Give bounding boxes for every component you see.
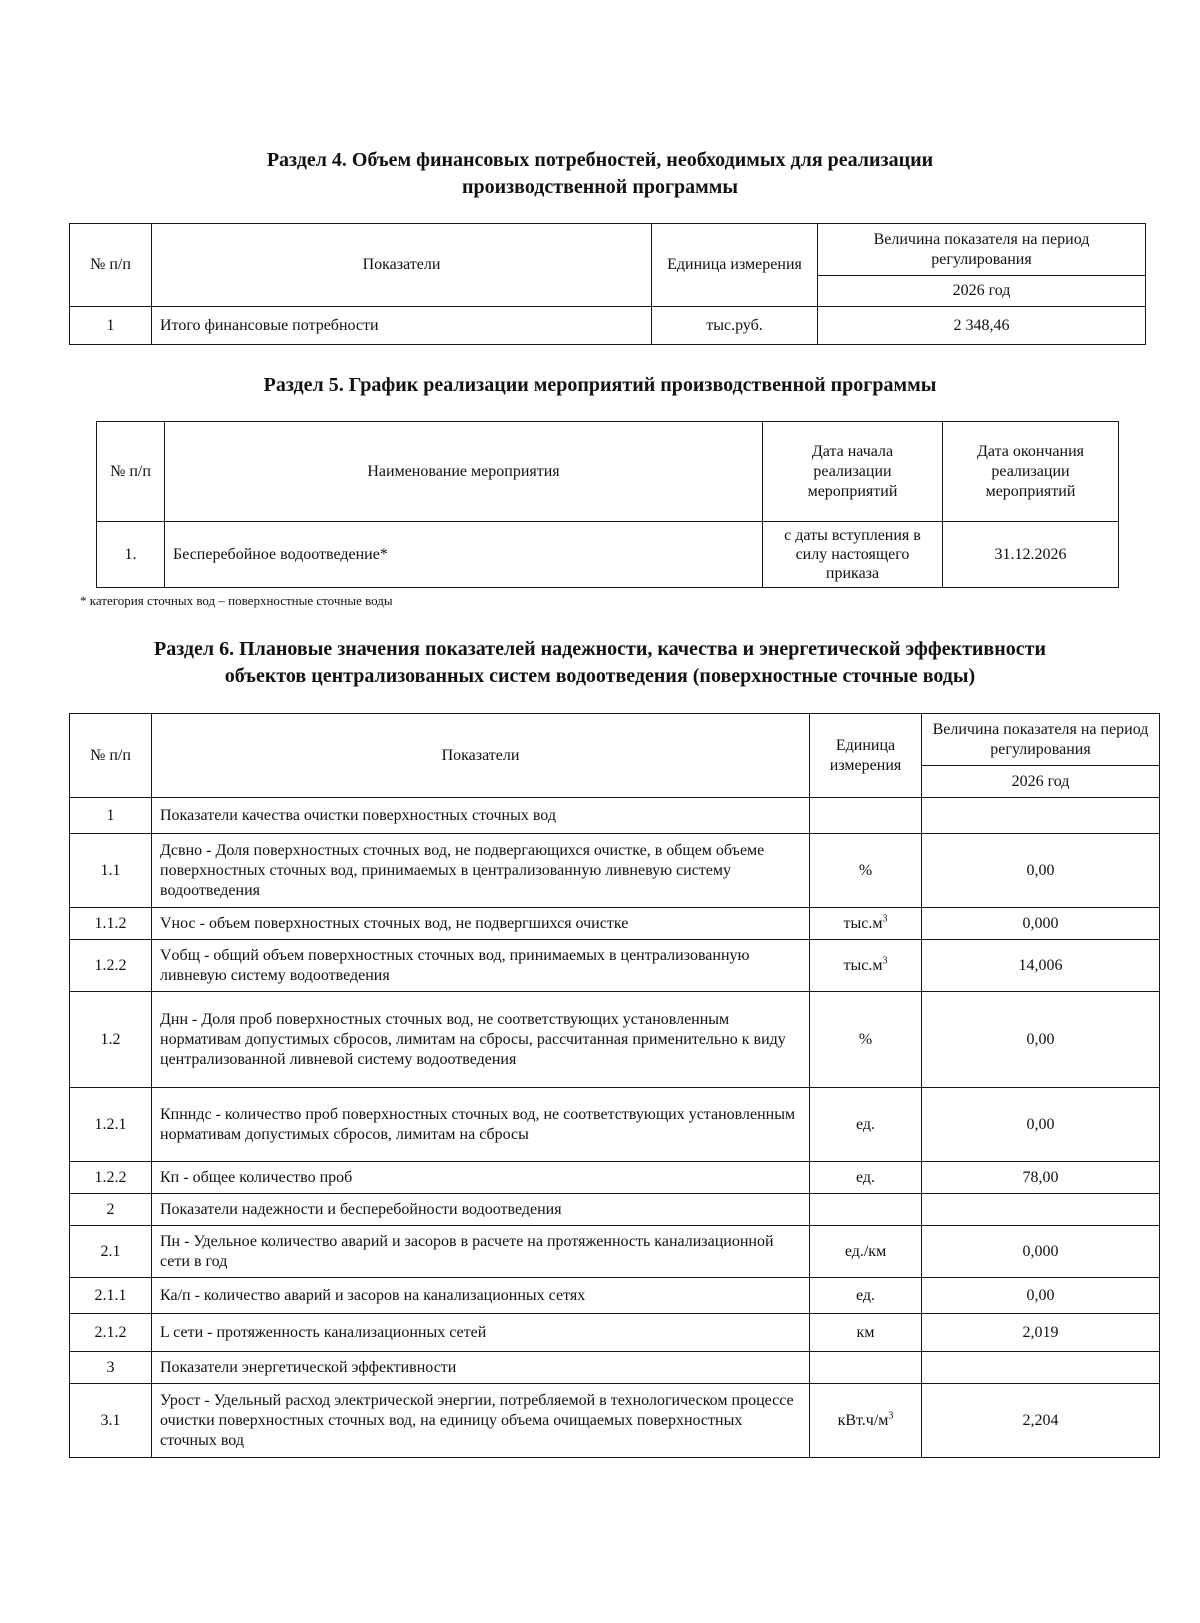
unit-superscript: 3 — [882, 955, 888, 967]
s6-header-indicator: Показатели — [152, 714, 810, 798]
s4-header-num: № п/п — [70, 224, 152, 307]
cell-value — [922, 1194, 1160, 1226]
cell-value: 0,000 — [922, 1226, 1160, 1278]
s5-header-end: Дата окончания реализации мероприятий — [943, 422, 1119, 522]
unit-text: тыс.м — [843, 914, 883, 932]
cell-unit — [810, 1278, 922, 1314]
unit-superscript: 3 — [882, 913, 888, 925]
unit-text: км — [856, 1323, 875, 1341]
unit-text: ед. — [855, 1115, 876, 1133]
cell-indicator: Кп - общее количество проб — [152, 1162, 810, 1194]
cell-num: 2.1.2 — [70, 1314, 152, 1352]
cell-value: 14,006 — [922, 940, 1160, 992]
table-row — [70, 307, 1146, 345]
s5-header-start: Дата начала реализации мероприятий — [763, 422, 943, 522]
cell-indicator: Кпнндс - количество проб поверхностных сточных вод, не соответствующих установленным нормативам допустимых сбросов, лимитам на сбросы — [152, 1088, 810, 1162]
s5-header-num: № п/п — [97, 422, 165, 522]
cell-num: 1.2.2 — [70, 1162, 152, 1194]
s5-header-name: Наименование мероприятия — [165, 422, 763, 522]
table-row — [70, 1352, 1160, 1384]
s6-header-unit: Единица измерения — [810, 714, 922, 798]
table-row — [70, 1162, 1160, 1194]
unit-text: % — [858, 1030, 873, 1048]
section-5-title: Раздел 5. График реализации мероприятий производственной программы — [263, 374, 937, 396]
cell-num: 3 — [70, 1352, 152, 1384]
table-row — [70, 1194, 1160, 1226]
section-6-title-line2: объектов централизованных систем водоотведения (поверхностные сточные воды) — [224, 665, 976, 687]
cell-indicator: Vнос - объем поверхностных сточных вод, не подвергшихся очистке — [152, 908, 810, 940]
cell-value: 0,00 — [922, 834, 1160, 908]
section-6-title — [40, 636, 1160, 690]
unit-text: кВт.ч/м — [837, 1411, 889, 1429]
cell-indicator: Ка/п - количество аварий и засоров на канализационных сетях — [152, 1278, 810, 1314]
unit-text: ед. — [855, 1168, 876, 1186]
cell-unit — [810, 1314, 922, 1352]
cell-value: 0,00 — [922, 992, 1160, 1088]
cell-unit — [810, 1194, 922, 1226]
s6-header-year: 2026 год — [922, 766, 1160, 798]
cell-value: 2,019 — [922, 1314, 1160, 1352]
cell-unit — [810, 1088, 922, 1162]
s6-header-value: Величина показателя на период регулирования — [922, 714, 1160, 766]
cell-unit — [810, 940, 922, 992]
section-4-title-line2: производственной программы — [461, 176, 739, 198]
s4-header-value: Величина показателя на период регулирования — [818, 224, 1146, 276]
cell-unit — [810, 834, 922, 908]
cell-indicator: Показатели энергетической эффективности — [152, 1352, 810, 1384]
cell-num: 1. — [97, 522, 165, 588]
cell-unit — [810, 1162, 922, 1194]
unit-text: % — [858, 861, 873, 879]
s6-table-body — [70, 798, 1160, 1458]
cell-indicator: Урост - Удельный расход электрической энергии, потребляемой в технологическом процессе очистки поверхностных сточных вод, на единицу объема очищаемых поверхностных сточных вод — [152, 1384, 810, 1458]
cell-num: 1.2.1 — [70, 1088, 152, 1162]
s4-header-indicator: Показатели — [152, 224, 652, 307]
cell-end: 31.12.2026 — [943, 522, 1119, 588]
cell-unit — [810, 908, 922, 940]
cell-indicator: Пн - Удельное количество аварий и засоров в расчете на протяженность канализационной сети в год — [152, 1226, 810, 1278]
cell-unit — [810, 1352, 922, 1384]
table-row — [70, 1278, 1160, 1314]
cell-num: 1.1 — [70, 834, 152, 908]
cell-name: Бесперебойное водоотведение* — [165, 522, 763, 588]
cell-indicator: Vобщ - общий объем поверхностных сточных вод, принимаемых в централизованную ливневую систему водоотведения — [152, 940, 810, 992]
table-row — [70, 1088, 1160, 1162]
table-row — [97, 522, 1119, 588]
table-row — [70, 1226, 1160, 1278]
cell-value — [922, 1352, 1160, 1384]
section-4-title-line1: Раздел 4. Объем финансовых потребностей, необходимых для реализации — [266, 149, 934, 171]
cell-num: 2.1 — [70, 1226, 152, 1278]
cell-value: 0,00 — [922, 1278, 1160, 1314]
cell-unit — [810, 992, 922, 1088]
cell-value: 78,00 — [922, 1162, 1160, 1194]
cell-value: 0,00 — [922, 1088, 1160, 1162]
section-5-table — [96, 421, 1119, 588]
s4-header-year: 2026 год — [818, 276, 1146, 307]
cell-indicator: Показатели качества очистки поверхностных сточных вод — [152, 798, 810, 834]
cell-unit — [810, 1226, 922, 1278]
table-row — [70, 834, 1160, 908]
unit-text: тыс.м — [843, 956, 883, 974]
cell-num: 3.1 — [70, 1384, 152, 1458]
table-row — [70, 798, 1160, 834]
cell-num: 1.1.2 — [70, 908, 152, 940]
cell-value: 2 348,46 — [818, 307, 1146, 345]
footnote: * категория сточных вод – поверхностные сточные воды — [80, 593, 393, 608]
cell-num: 2 — [70, 1194, 152, 1226]
s4-header-unit: Единица измерения — [652, 224, 818, 307]
cell-unit — [810, 798, 922, 834]
section-6-title-line1: Раздел 6. Плановые значения показателей надежности, качества и энергетической эффективности — [154, 638, 1046, 660]
cell-value: 2,204 — [922, 1384, 1160, 1458]
cell-num: 1 — [70, 798, 152, 834]
section-4-title — [40, 147, 1160, 201]
cell-indicator: Итого финансовые потребности — [152, 307, 652, 345]
cell-num: 2.1.1 — [70, 1278, 152, 1314]
cell-indicator: Днн - Доля проб поверхностных сточных вод, не соответствующих установленным нормативам допустимых сбросов, лимитам на сбросы, рассчитанная применительно к виду централизованной ливневой систему водоотведения — [152, 992, 810, 1088]
cell-num: 1.2 — [70, 992, 152, 1088]
cell-unit — [810, 1384, 922, 1458]
section-6-table — [69, 713, 1160, 1458]
unit-text: ед. — [855, 1286, 876, 1304]
table-row — [70, 940, 1160, 992]
cell-start: с даты вступления в силу настоящего приказа — [763, 522, 943, 588]
cell-num: 1 — [70, 307, 152, 345]
table-row — [70, 992, 1160, 1088]
section-4-table — [69, 223, 1146, 345]
cell-indicator: L сети - протяженность канализационных сетей — [152, 1314, 810, 1352]
cell-indicator: Дсвно - Доля поверхностных сточных вод, не подвергающихся очистке, в общем объеме поверхностных сточных вод, принимаемых в централизованную ливневую систему водоотведения — [152, 834, 810, 908]
unit-superscript: 3 — [888, 1410, 894, 1422]
table-row — [70, 1384, 1160, 1458]
cell-indicator: Показатели надежности и бесперебойности водоотведения — [152, 1194, 810, 1226]
table-row — [70, 1314, 1160, 1352]
cell-value — [922, 798, 1160, 834]
cell-unit: тыс.руб. — [652, 307, 818, 345]
cell-value: 0,000 — [922, 908, 1160, 940]
unit-text: ед./км — [844, 1242, 887, 1260]
cell-num: 1.2.2 — [70, 940, 152, 992]
s6-header-num: № п/п — [70, 714, 152, 798]
table-row — [70, 908, 1160, 940]
